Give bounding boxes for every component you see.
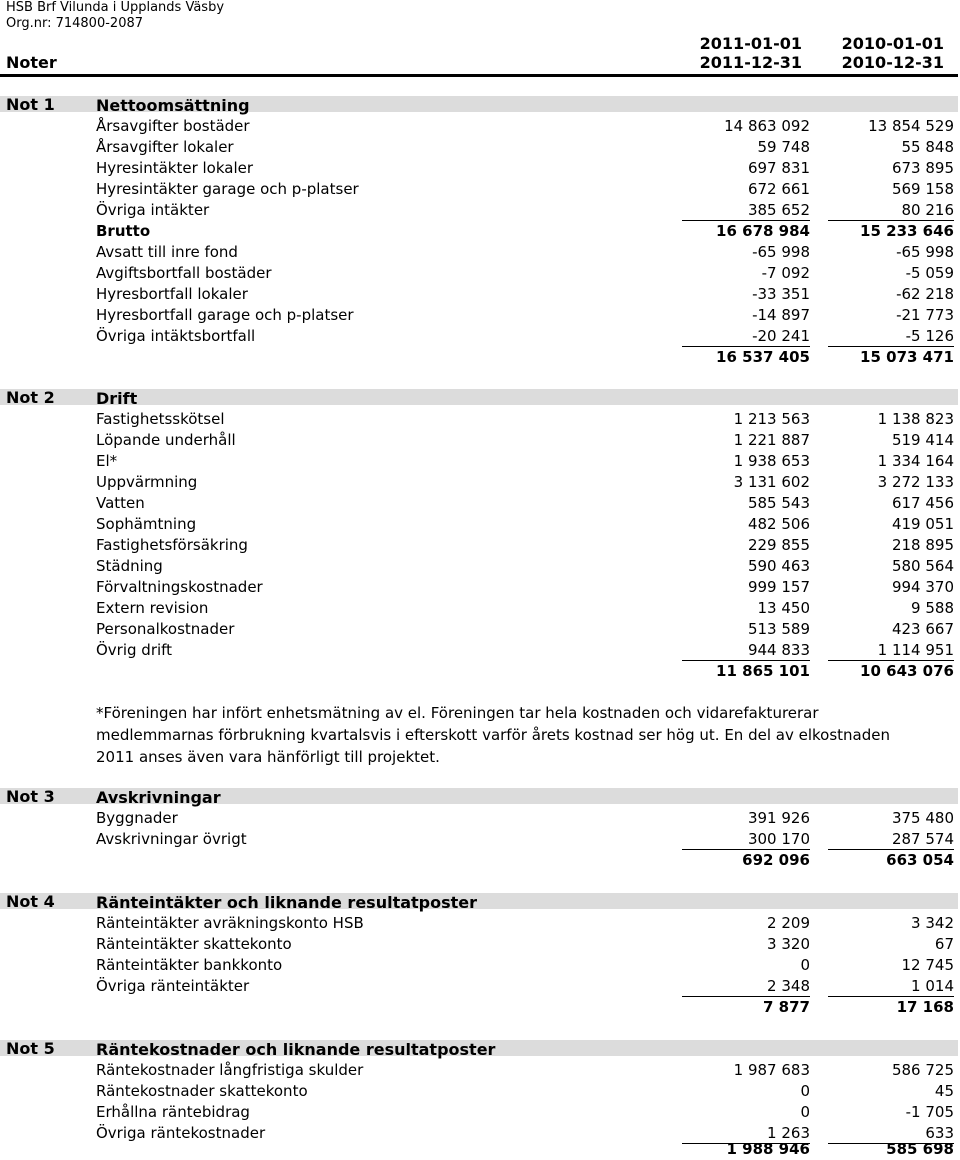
table-row: Avskrivningar övrigt 300 170 287 574	[96, 830, 954, 848]
table-row: Uppvärmning 3 131 602 3 272 133	[96, 473, 954, 491]
note-title: Avskrivningar	[96, 788, 221, 807]
footnote: *Föreningen har infört enhetsmätning av el. Föreningen tar hela kostnaden och vidarefakturerar medlemmarnas förbrukning kvartalsvis i efterskott varför årets kostnad ser hög ut. En del av elkostnaden 2011 anses även vara hänförligt till projektet.	[96, 704, 890, 766]
table-row: Hyresintäkter garage och p-platser 672 661 569 158	[96, 180, 954, 198]
table-row: Byggnader 391 926 375 480	[96, 809, 954, 827]
table-row: Ränteintäkter skattekonto 3 320 67	[96, 935, 954, 953]
note-label: Not 4	[6, 892, 55, 911]
table-row: Vatten 585 543 617 456	[96, 494, 954, 512]
noter-heading: Noter	[6, 53, 57, 72]
table-row: El* 1 938 653 1 334 164	[96, 452, 954, 470]
total-row: 16 537 405 15 073 471	[716, 348, 954, 366]
table-row: Extern revision 13 450 9 588	[96, 599, 954, 617]
table-row: Avsatt till inre fond -65 998 -65 998	[96, 243, 954, 261]
table-row: Fastighetsförsäkring 229 855 218 895	[96, 536, 954, 554]
col1-to: 2011-12-31	[699, 53, 802, 72]
table-row: Hyresbortfall garage och p-platser -14 897 -21 773	[96, 306, 954, 324]
header-rule	[0, 74, 958, 77]
note-label: Not 1	[6, 95, 55, 114]
table-row: Övriga intäktsbortfall -20 241 -5 126	[96, 327, 954, 345]
table-row: Ränteintäkter avräkningskonto HSB 2 209 3 342	[96, 914, 954, 932]
note-label: Not 2	[6, 388, 55, 407]
table-row: Årsavgifter lokaler 59 748 55 848	[96, 138, 954, 156]
total-row: 1 988 946 585 698	[726, 1140, 954, 1158]
note-label: Not 5	[6, 1039, 55, 1058]
table-row: Årsavgifter bostäder 14 863 092 13 854 529	[96, 117, 954, 135]
subtotal-row: Brutto 16 678 984 15 233 646	[96, 222, 954, 240]
org-name: HSB Brf Vilunda i Upplands Väsby	[6, 0, 225, 15]
table-row: Övriga ränteintäkter 2 348 1 014	[96, 977, 954, 995]
table-row: Personalkostnader 513 589 423 667	[96, 620, 954, 638]
org-number: Org.nr: 714800-2087	[6, 16, 144, 31]
table-row: Övriga räntekostnader 1 263 633	[96, 1124, 954, 1142]
table-row: Räntekostnader långfristiga skulder 1 987 683 586 725	[96, 1061, 954, 1079]
table-row: Fastighetsskötsel 1 213 563 1 138 823	[96, 410, 954, 428]
table-row: Ränteintäkter bankkonto 0 12 745	[96, 956, 954, 974]
note-label: Not 3	[6, 787, 55, 806]
col2-to: 2010-12-31	[841, 53, 944, 72]
note-title: Nettoomsättning	[96, 96, 250, 115]
table-row: Övrig drift 944 833 1 114 951	[96, 641, 954, 659]
table-row: Erhållna räntebidrag 0 -1 705	[96, 1103, 954, 1121]
total-row: 7 877 17 168	[763, 998, 954, 1016]
table-row: Hyresintäkter lokaler 697 831 673 895	[96, 159, 954, 177]
table-row: Övriga intäkter 385 652 80 216	[96, 201, 954, 219]
table-row: Avgiftsbortfall bostäder -7 092 -5 059	[96, 264, 954, 282]
note-title: Drift	[96, 389, 138, 408]
table-row: Sophämtning 482 506 419 051	[96, 515, 954, 533]
total-row: 11 865 101 10 643 076	[716, 662, 954, 680]
table-row: Förvaltningskostnader 999 157 994 370	[96, 578, 954, 596]
table-row: Hyresbortfall lokaler -33 351 -62 218	[96, 285, 954, 303]
table-row: Löpande underhåll 1 221 887 519 414	[96, 431, 954, 449]
table-row: Räntekostnader skattekonto 0 45	[96, 1082, 954, 1100]
note-title: Räntekostnader och liknande resultatposter	[96, 1040, 496, 1059]
table-row: Städning 590 463 580 564	[96, 557, 954, 575]
col1-from: 2011-01-01	[699, 34, 802, 53]
total-row: 692 096 663 054	[742, 851, 954, 869]
note-title: Ränteintäkter och liknande resultatposter	[96, 893, 478, 912]
col2-from: 2010-01-01	[841, 34, 944, 53]
